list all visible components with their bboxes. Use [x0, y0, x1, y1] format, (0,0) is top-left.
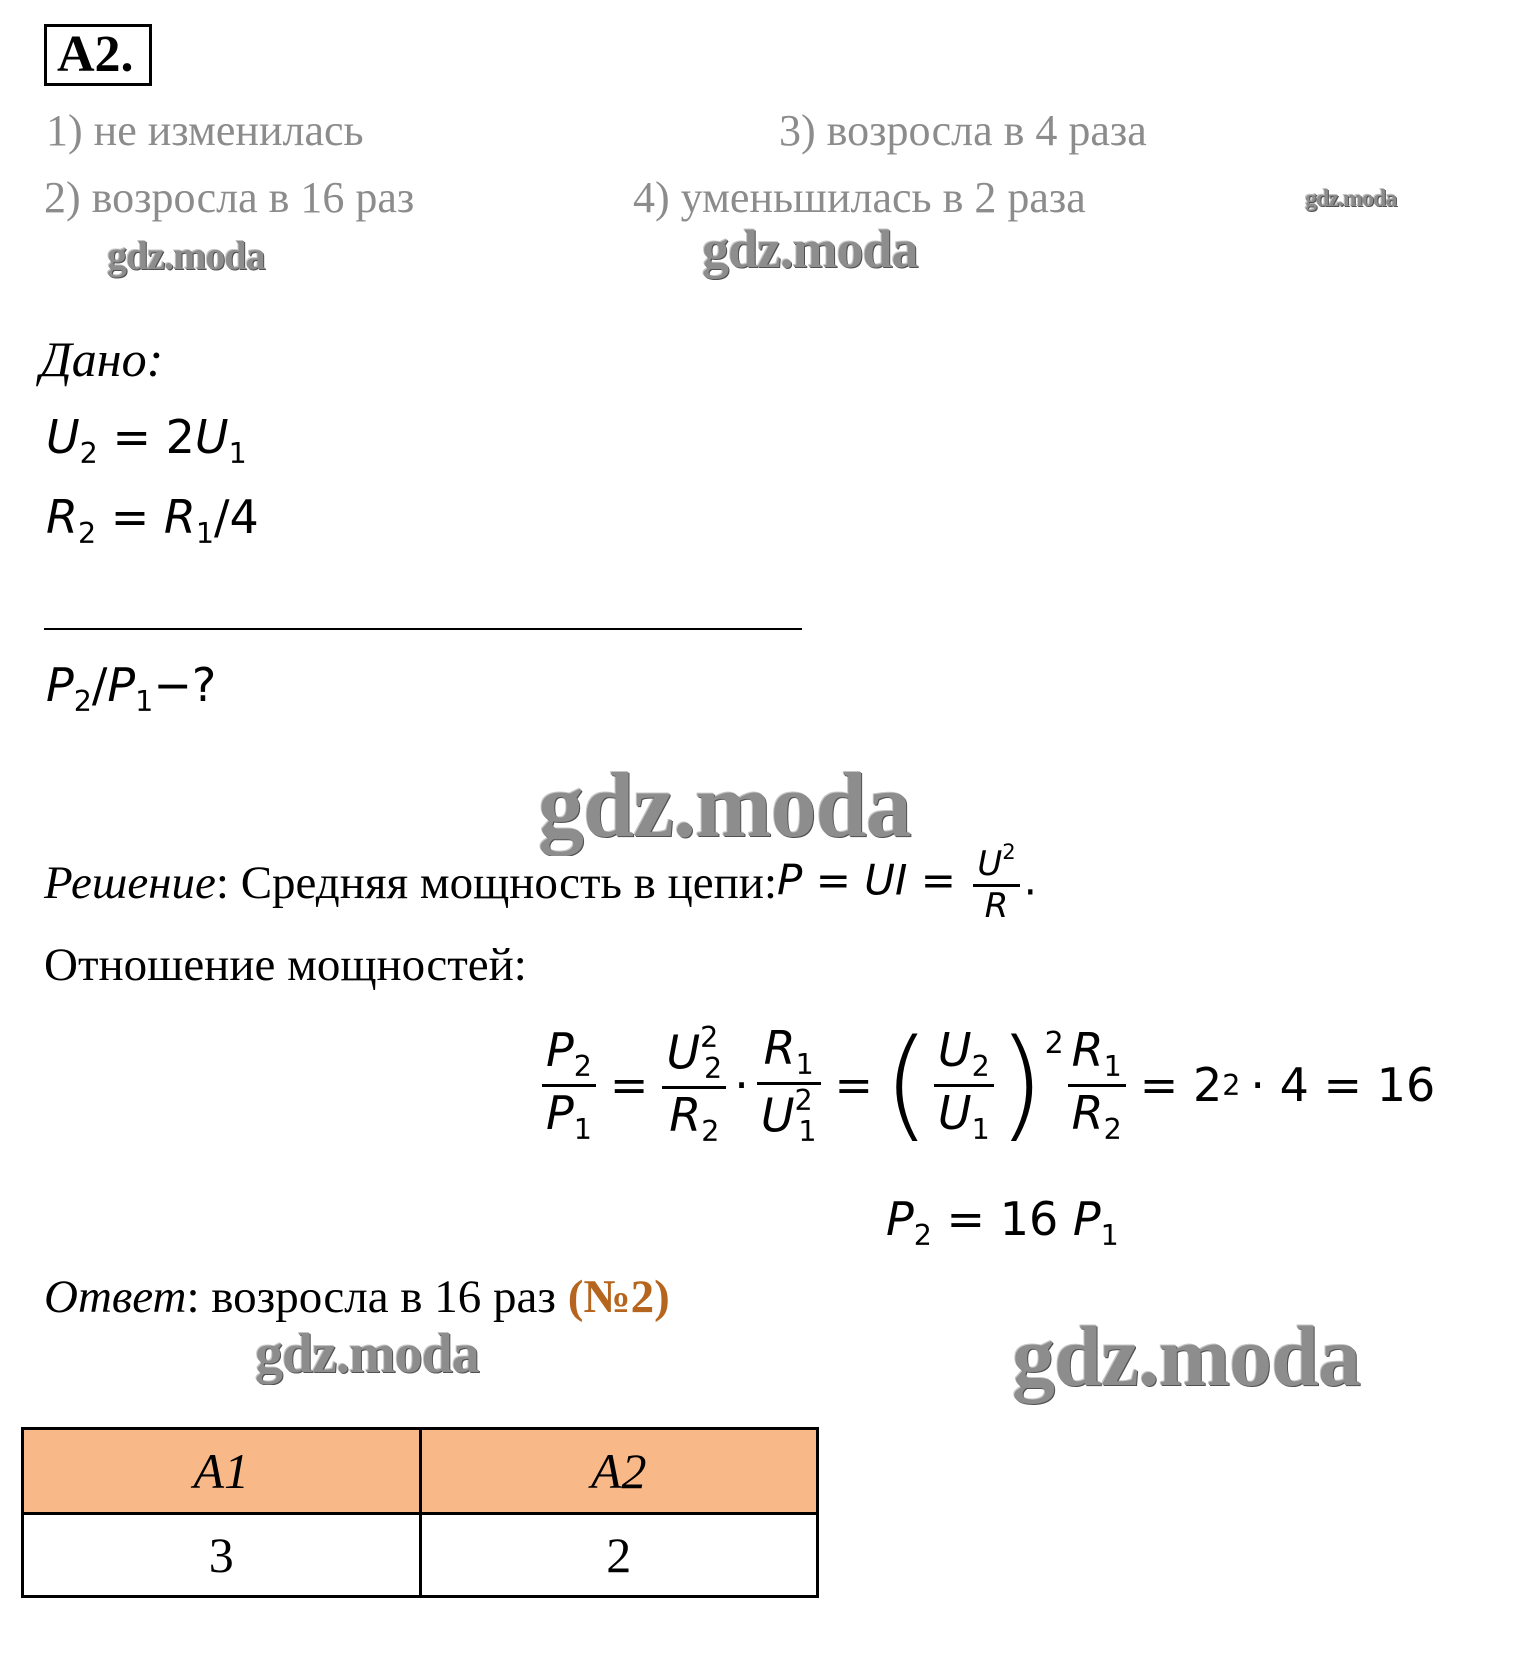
- final-relation: $P_2 = 16$ $P_1$: [886, 1192, 1119, 1252]
- answer-table: [21, 1427, 819, 1598]
- watermark: gdz.moda: [1012, 1308, 1360, 1404]
- ratio-heading: Отношение мощностей:: [44, 939, 527, 991]
- answer-heading: Ответ: [44, 1271, 187, 1323]
- table-row: [23, 1514, 818, 1597]
- given-divider: [44, 628, 802, 630]
- watermark: gdz.moda: [538, 754, 911, 856]
- option-2: 2) возросла в 16 раз: [44, 173, 415, 222]
- problem-number-box: [44, 24, 152, 86]
- solution-line: [44, 840, 1037, 926]
- answer-text: : возросла в 16 раз: [186, 1271, 556, 1323]
- solution-text: : Средняя мощность в цепи:: [215, 856, 777, 909]
- table-header-row: [23, 1429, 818, 1514]
- table-header-cell: А2: [420, 1429, 818, 1514]
- problem-number: A2.: [57, 26, 134, 83]
- table-cell: 3: [23, 1514, 421, 1597]
- answer-line: [44, 1270, 670, 1324]
- watermark: gdz.moda: [1305, 186, 1397, 212]
- ratio-result-value: · 4 = 16: [1250, 1058, 1436, 1113]
- find-quantity: $P_2/P_1-$?: [46, 658, 217, 718]
- given-eq-resistance: $R_2 = R_1/4$: [46, 490, 259, 550]
- ratio-result-sup: 2: [1222, 1068, 1241, 1102]
- given-heading: Дано:: [40, 331, 164, 387]
- ratio-equation: $\frac{P_2}{P_1}$ = $\frac{U^2_2}{R_2}$ · $\frac{R_1}{U^2_1}$ = ( $\frac{U_2}{U_1}$ ) 2 $\frac{R_1}{R_2}$ = 2 2 · 4 = 16: [538, 1022, 1435, 1149]
- option-3: 3) возросла в 4 раза: [779, 106, 1147, 155]
- ratio-result-eq: = 2: [1139, 1058, 1223, 1113]
- option-1: 1) не изменилась: [46, 106, 364, 155]
- option-4: 4) уменьшилась в 2 раза: [633, 173, 1086, 222]
- table-header-cell: А1: [23, 1429, 421, 1514]
- watermark: gdz.moda: [107, 233, 265, 278]
- watermark: gdz.moda: [255, 1323, 479, 1385]
- solution-heading: Решение: [44, 856, 216, 909]
- given-eq-voltage: $U_2 = 2U_1$: [46, 410, 247, 470]
- answer-number: (№2): [567, 1271, 670, 1323]
- watermark: gdz.moda: [702, 219, 918, 279]
- table-cell: 2: [420, 1514, 818, 1597]
- power-formula: P = UI = $\frac{U^2}{R}$ .: [777, 839, 1037, 926]
